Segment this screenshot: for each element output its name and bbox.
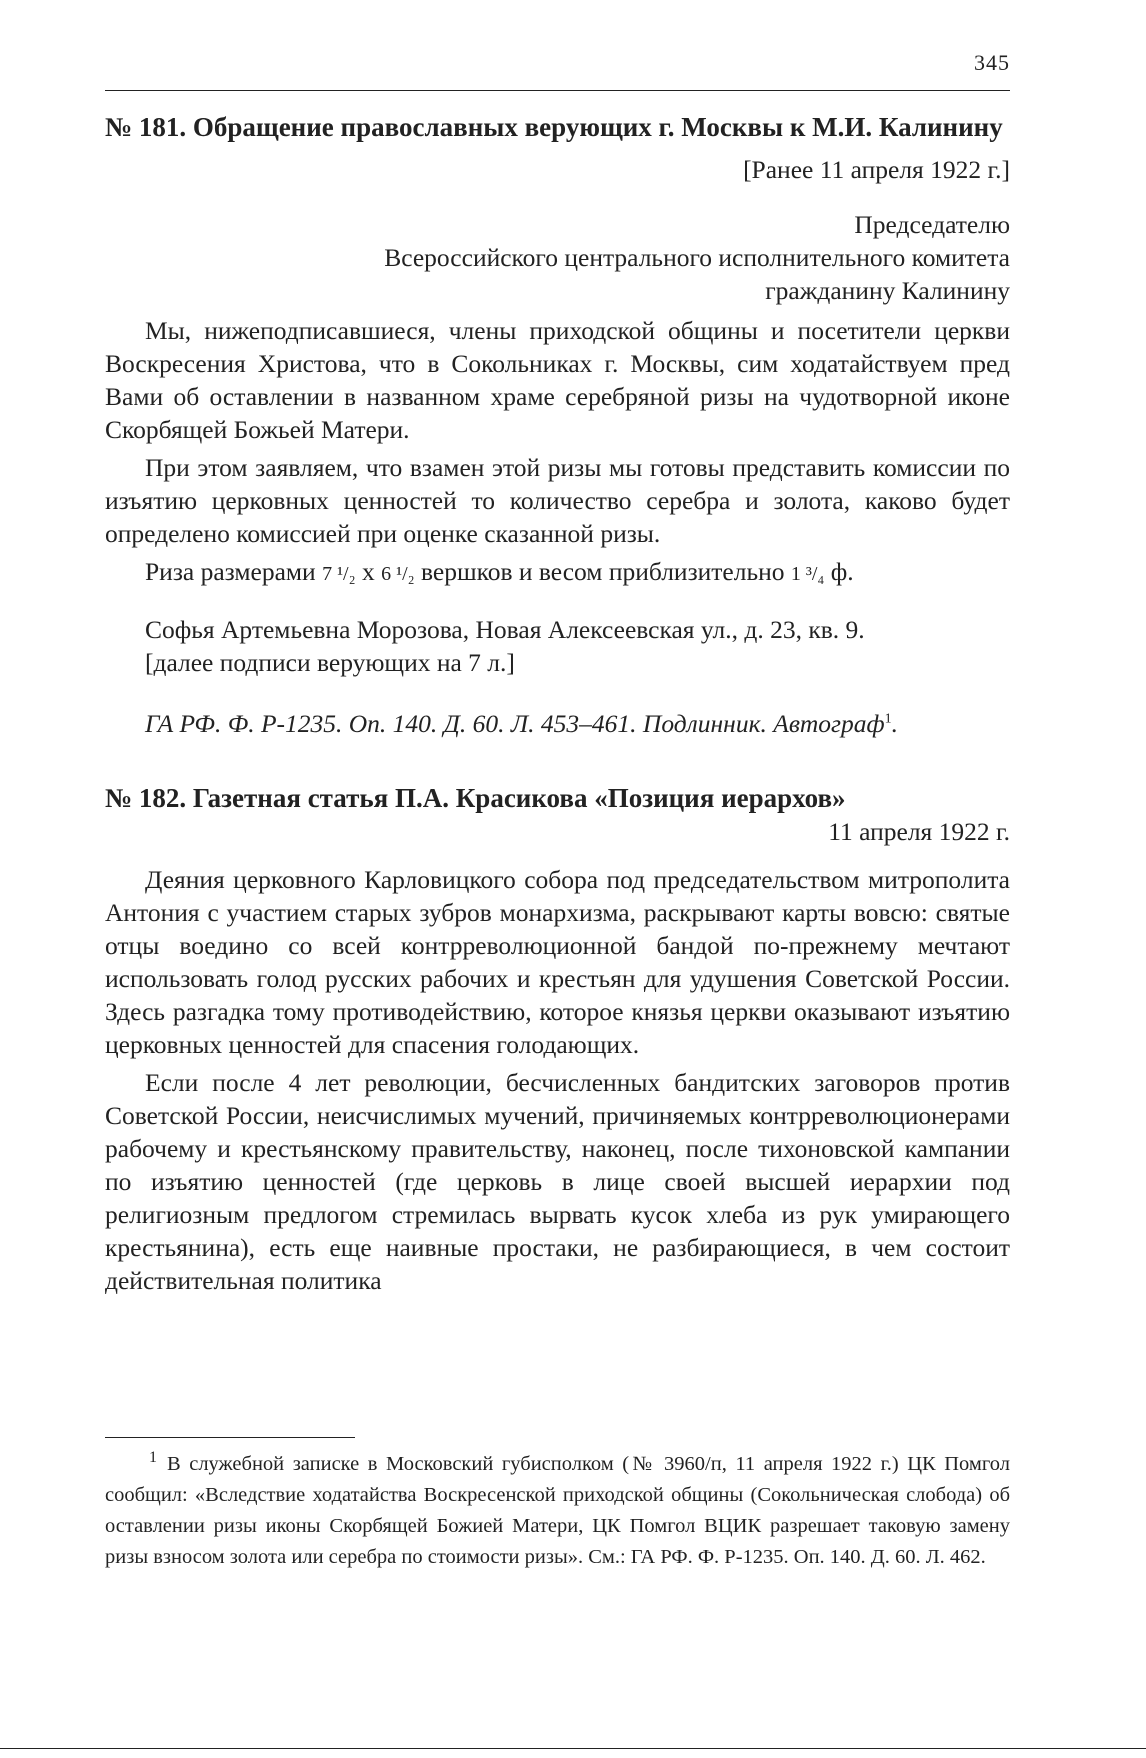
- archive-reference-text: ГА РФ. Ф. Р-1235. Оп. 140. Д. 60. Л. 453–461. Подлинник. Автограф: [145, 709, 885, 738]
- doc-182-title: № 182. Газетная статья П.А. Красикова «Позиция иерархов»: [105, 783, 846, 813]
- size-dimension-1: 7 ¹/₂: [322, 563, 356, 585]
- signature-line: Софья Артемьевна Морозова, Новая Алексеевская ул., д. 23, кв. 9.: [145, 615, 865, 644]
- addressee-line-3: гражданину Калинину: [765, 276, 1010, 305]
- doc-181-size-line: [105, 555, 1010, 591]
- size-separator: х: [361, 557, 375, 586]
- size-prefix: Риза размерами: [145, 557, 316, 586]
- header-rule: [105, 90, 1010, 91]
- archive-reference-end: .: [891, 709, 898, 738]
- doc-182-paragraph-2: Если после 4 лет революции, бесчисленных бандитских заговоров против Советской России, неисчислимых мучений, причиняемых контрреволюционерами рабочему и крестьянскому правительству, наконец, после тихоновской кампании по изъятию ценностей (где церковь в лице своей высшей иерархии под религиозным предлогом стремилась вырвать кусок хлеба из рук умирающего крестьянина), есть еще наивные простаки, не разбирающиеся, в чем состоит действительная политика: [105, 1068, 1010, 1295]
- footnote-text: В служебной записке в Московский губисполком (№ 3960/п, 11 апреля 1922 г.) ЦК Помгол сообщил: «Вследствие ходатайства Воскресенской приходской общины (Сокольническая слобода) об оставлении ризы иконы Скорбящей Божией Матери, ЦК Помгол ВЦИК разрешает таковую замену ризы взносом золота или серебра по стоимости ризы». См.: ГА РФ. Ф. Р-1235. Оп. 140. Д. 60. Л. 462.: [105, 1453, 1010, 1568]
- signature-note: [далее подписи верующих на 7 л.]: [145, 648, 515, 677]
- doc-181-signature-block: [105, 613, 1010, 679]
- footnote-rule: [105, 1437, 355, 1438]
- size-middle: вершков и весом приблизительно: [421, 557, 785, 586]
- addressee-line-1: Председателю: [854, 210, 1010, 239]
- doc-182-date: 11 апреля 1922 г.: [828, 817, 1010, 846]
- scan-bottom-edge: [0, 1748, 1146, 1749]
- footnote-marker: 1: [884, 711, 892, 727]
- addressee-line-2: Всероссийского центрального исполнительного комитета: [384, 243, 1010, 272]
- footnote-number: 1: [149, 1449, 157, 1467]
- doc-181-addressee: [105, 208, 1010, 307]
- page-content: [105, 110, 1010, 1297]
- size-dimension-2: 6 ¹/₂: [381, 563, 415, 585]
- footnote: [105, 1449, 1010, 1573]
- doc-181-archive-reference: [105, 707, 1010, 740]
- doc-181-paragraph-1: Мы, нижеподписавшиеся, члены приходской общины и посетители церкви Воскресения Христова, что в Сокольниках г. Москвы, сим ходатайствуем пред Вами об оставлении в названном храме серебряной ризы на чудотворной иконе Скорбящей Божьей Матери.: [105, 316, 1010, 444]
- size-unit: ф.: [830, 557, 854, 586]
- page-number: 345: [974, 50, 1010, 75]
- doc-181-title: № 181. Обращение православных верующих г. Москвы к М.И. Калинину: [105, 112, 1003, 142]
- size-weight: 1 ³/₄: [790, 563, 825, 585]
- doc-181-paragraph-2: При этом заявляем, что взамен этой ризы мы готовы представить комиссии по изъятию церковных ценностей то количество серебра и золота, каково будет определено комиссией при оценке сказанной ризы.: [105, 453, 1010, 548]
- doc-182-paragraph-1: Деяния церковного Карловицкого собора под председательством митрополита Антония с участием старых зубров монархизма, раскрывают карты вовсю: святые отцы воедино со всей контрреволюционной бандой по-прежнему мечтают использовать голод русских рабочих и крестьян для удушения Советской России. Здесь разгадка тому противодействию, которое князья церкви оказывают изъятию церковных ценностей для спасения голодающих.: [105, 865, 1010, 1059]
- doc-181-date: [Ранее 11 апреля 1922 г.]: [743, 155, 1010, 184]
